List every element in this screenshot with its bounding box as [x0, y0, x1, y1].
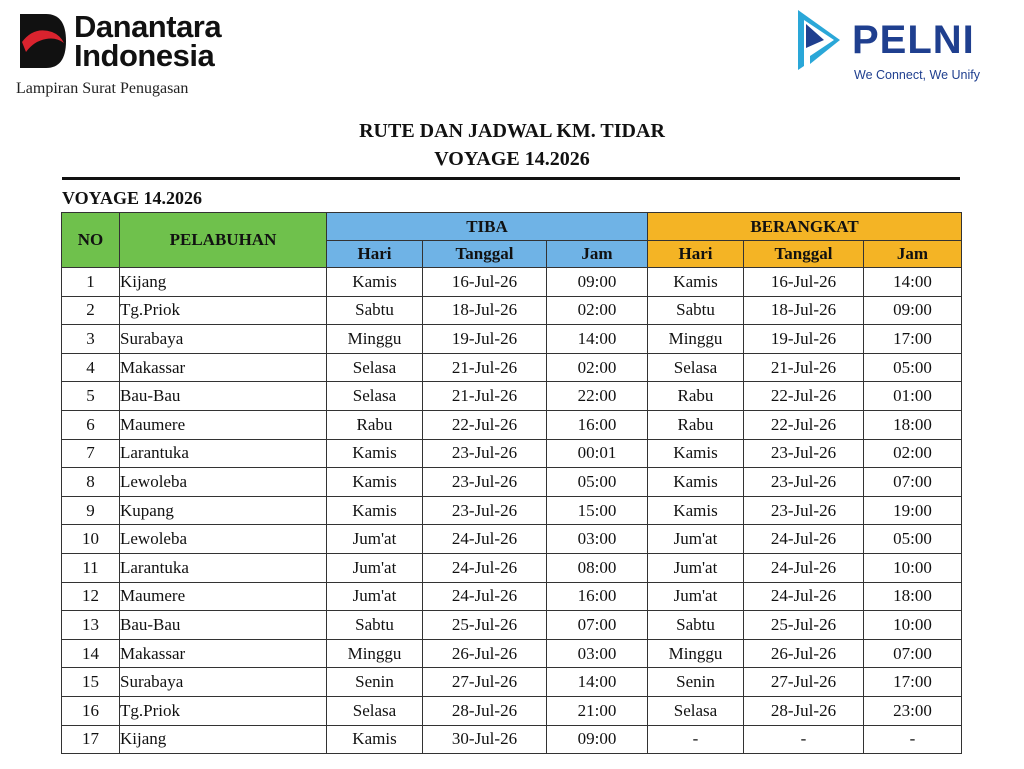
cell-depart-time: -: [864, 725, 962, 754]
cell-port: Makassar: [120, 639, 327, 668]
table-row: [62, 296, 962, 325]
cell-depart-time: 05:00: [864, 353, 962, 382]
cell-depart-time: 07:00: [864, 639, 962, 668]
cell-no: 13: [62, 611, 120, 640]
cell-port: Tg.Priok: [120, 296, 327, 325]
cell-depart-date: 22-Jul-26: [744, 410, 864, 439]
cell-arrive-time: 14:00: [547, 668, 648, 697]
cell-arrive-day: Selasa: [327, 353, 423, 382]
cell-arrive-day: Kamis: [327, 439, 423, 468]
cell-depart-time: 23:00: [864, 696, 962, 725]
table-row: [62, 668, 962, 697]
table-row: [62, 639, 962, 668]
cell-depart-date: 23-Jul-26: [744, 468, 864, 497]
cell-arrive-date: 25-Jul-26: [423, 611, 547, 640]
danantara-name-line2: Indonesia: [74, 38, 215, 73]
cell-arrive-date: 23-Jul-26: [423, 439, 547, 468]
header-depart-time: Jam: [864, 241, 962, 268]
header-no: NO: [62, 213, 120, 268]
cell-depart-time: 05:00: [864, 525, 962, 554]
cell-depart-time: 14:00: [864, 268, 962, 297]
cell-port: Bau-Bau: [120, 611, 327, 640]
table-row: [62, 525, 962, 554]
cell-port: Lewoleba: [120, 468, 327, 497]
table-row: [62, 353, 962, 382]
cell-port: Lewoleba: [120, 525, 327, 554]
cell-arrive-day: Sabtu: [327, 296, 423, 325]
cell-arrive-day: Minggu: [327, 325, 423, 354]
cell-arrive-day: Selasa: [327, 696, 423, 725]
cell-arrive-time: 02:00: [547, 296, 648, 325]
cell-arrive-time: 09:00: [547, 268, 648, 297]
cell-port: Surabaya: [120, 325, 327, 354]
cell-arrive-date: 19-Jul-26: [423, 325, 547, 354]
cell-arrive-time: 05:00: [547, 468, 648, 497]
cell-arrive-time: 07:00: [547, 611, 648, 640]
cell-no: 15: [62, 668, 120, 697]
cell-arrive-time: 02:00: [547, 353, 648, 382]
table-row: [62, 696, 962, 725]
cell-port: Surabaya: [120, 668, 327, 697]
header-arrive-date: Tanggal: [423, 241, 547, 268]
cell-depart-date: -: [744, 725, 864, 754]
cell-depart-date: 19-Jul-26: [744, 325, 864, 354]
cell-depart-date: 28-Jul-26: [744, 696, 864, 725]
cell-no: 4: [62, 353, 120, 382]
cell-no: 9: [62, 496, 120, 525]
cell-port: Kupang: [120, 496, 327, 525]
cell-arrive-day: Kamis: [327, 268, 423, 297]
table-row: [62, 553, 962, 582]
cell-arrive-day: Rabu: [327, 410, 423, 439]
cell-arrive-time: 08:00: [547, 553, 648, 582]
cell-arrive-time: 16:00: [547, 410, 648, 439]
cell-depart-day: Kamis: [648, 268, 744, 297]
cell-depart-date: 26-Jul-26: [744, 639, 864, 668]
cell-port: Maumere: [120, 410, 327, 439]
cell-depart-date: 24-Jul-26: [744, 553, 864, 582]
danantara-logo-icon: [16, 12, 68, 70]
pelni-name: PELNI: [852, 18, 975, 62]
cell-arrive-day: Sabtu: [327, 611, 423, 640]
cell-depart-time: 07:00: [864, 468, 962, 497]
cell-depart-date: 25-Jul-26: [744, 611, 864, 640]
cell-depart-time: 10:00: [864, 611, 962, 640]
cell-arrive-day: Kamis: [327, 725, 423, 754]
header-arrive-time: Jam: [547, 241, 648, 268]
table-row: [62, 496, 962, 525]
cell-depart-day: Jum'at: [648, 582, 744, 611]
pelni-logo-icon: [794, 8, 842, 72]
title-divider: [62, 177, 960, 180]
cell-arrive-day: Jum'at: [327, 553, 423, 582]
cell-arrive-date: 21-Jul-26: [423, 382, 547, 411]
cell-depart-date: 18-Jul-26: [744, 296, 864, 325]
cell-depart-time: 02:00: [864, 439, 962, 468]
cell-depart-date: 24-Jul-26: [744, 525, 864, 554]
cell-depart-time: 18:00: [864, 410, 962, 439]
table-row: [62, 325, 962, 354]
attachment-label: Lampiran Surat Penugasan: [16, 80, 189, 97]
cell-port: Makassar: [120, 353, 327, 382]
pelni-tagline: We Connect, We Unify: [854, 68, 980, 82]
cell-depart-date: 23-Jul-26: [744, 439, 864, 468]
cell-depart-day: Kamis: [648, 468, 744, 497]
table-row: [62, 725, 962, 754]
cell-arrive-date: 23-Jul-26: [423, 496, 547, 525]
document-subtitle: VOYAGE 14.2026: [434, 148, 590, 170]
cell-arrive-date: 28-Jul-26: [423, 696, 547, 725]
cell-arrive-date: 22-Jul-26: [423, 410, 547, 439]
cell-depart-date: 21-Jul-26: [744, 353, 864, 382]
cell-arrive-time: 16:00: [547, 582, 648, 611]
cell-arrive-day: Minggu: [327, 639, 423, 668]
header-port: PELABUHAN: [120, 213, 327, 268]
cell-depart-date: 27-Jul-26: [744, 668, 864, 697]
cell-arrive-time: 14:00: [547, 325, 648, 354]
cell-port: Maumere: [120, 582, 327, 611]
cell-depart-day: Sabtu: [648, 611, 744, 640]
cell-depart-day: Kamis: [648, 439, 744, 468]
cell-arrive-date: 24-Jul-26: [423, 525, 547, 554]
cell-arrive-date: 21-Jul-26: [423, 353, 547, 382]
cell-no: 17: [62, 725, 120, 754]
cell-no: 6: [62, 410, 120, 439]
cell-arrive-time: 09:00: [547, 725, 648, 754]
cell-depart-date: 24-Jul-26: [744, 582, 864, 611]
cell-no: 2: [62, 296, 120, 325]
cell-depart-time: 18:00: [864, 582, 962, 611]
cell-depart-time: 17:00: [864, 668, 962, 697]
voyage-label: VOYAGE 14.2026: [62, 188, 202, 208]
cell-depart-day: Selasa: [648, 696, 744, 725]
cell-arrive-date: 18-Jul-26: [423, 296, 547, 325]
cell-depart-day: Jum'at: [648, 525, 744, 554]
cell-arrive-day: Kamis: [327, 468, 423, 497]
cell-depart-time: 10:00: [864, 553, 962, 582]
cell-arrive-day: Kamis: [327, 496, 423, 525]
cell-no: 8: [62, 468, 120, 497]
cell-depart-day: Minggu: [648, 639, 744, 668]
cell-arrive-time: 22:00: [547, 382, 648, 411]
cell-depart-day: Rabu: [648, 410, 744, 439]
table-row: [62, 582, 962, 611]
cell-no: 5: [62, 382, 120, 411]
cell-arrive-time: 21:00: [547, 696, 648, 725]
cell-no: 3: [62, 325, 120, 354]
cell-depart-day: Rabu: [648, 382, 744, 411]
cell-no: 10: [62, 525, 120, 554]
cell-arrive-day: Senin: [327, 668, 423, 697]
cell-port: Kijang: [120, 725, 327, 754]
table-row: [62, 611, 962, 640]
cell-arrive-day: Jum'at: [327, 525, 423, 554]
cell-arrive-day: Jum'at: [327, 582, 423, 611]
header-arrive-day: Hari: [327, 241, 423, 268]
cell-no: 7: [62, 439, 120, 468]
cell-depart-day: Selasa: [648, 353, 744, 382]
cell-depart-time: 01:00: [864, 382, 962, 411]
danantara-name-line1: Danantara: [74, 9, 222, 44]
cell-arrive-time: 00:01: [547, 439, 648, 468]
cell-port: Tg.Priok: [120, 696, 327, 725]
cell-depart-day: Sabtu: [648, 296, 744, 325]
cell-arrive-time: 15:00: [547, 496, 648, 525]
cell-depart-day: -: [648, 725, 744, 754]
cell-depart-date: 16-Jul-26: [744, 268, 864, 297]
cell-depart-time: 17:00: [864, 325, 962, 354]
cell-arrive-date: 24-Jul-26: [423, 582, 547, 611]
cell-depart-date: 23-Jul-26: [744, 496, 864, 525]
cell-port: Kijang: [120, 268, 327, 297]
cell-depart-day: Minggu: [648, 325, 744, 354]
cell-arrive-time: 03:00: [547, 525, 648, 554]
table-row: [62, 382, 962, 411]
header-depart-date: Tanggal: [744, 241, 864, 268]
cell-arrive-date: 24-Jul-26: [423, 553, 547, 582]
cell-arrive-date: 23-Jul-26: [423, 468, 547, 497]
cell-port: Bau-Bau: [120, 382, 327, 411]
cell-depart-day: Senin: [648, 668, 744, 697]
cell-arrive-date: 26-Jul-26: [423, 639, 547, 668]
table-row: [62, 439, 962, 468]
header-arrive: TIBA: [327, 213, 648, 241]
pelni-logo: [794, 8, 1004, 90]
cell-arrive-date: 30-Jul-26: [423, 725, 547, 754]
cell-depart-time: 09:00: [864, 296, 962, 325]
cell-no: 16: [62, 696, 120, 725]
table-row: [62, 468, 962, 497]
cell-no: 1: [62, 268, 120, 297]
schedule-table: [61, 212, 962, 754]
cell-depart-time: 19:00: [864, 496, 962, 525]
cell-depart-date: 22-Jul-26: [744, 382, 864, 411]
cell-arrive-date: 27-Jul-26: [423, 668, 547, 697]
cell-no: 12: [62, 582, 120, 611]
table-row: [62, 268, 962, 297]
header-depart-day: Hari: [648, 241, 744, 268]
cell-arrive-time: 03:00: [547, 639, 648, 668]
cell-depart-day: Kamis: [648, 496, 744, 525]
cell-no: 14: [62, 639, 120, 668]
cell-arrive-day: Selasa: [327, 382, 423, 411]
cell-arrive-date: 16-Jul-26: [423, 268, 547, 297]
cell-port: Larantuka: [120, 439, 327, 468]
cell-port: Larantuka: [120, 553, 327, 582]
table-row: [62, 410, 962, 439]
cell-no: 11: [62, 553, 120, 582]
document-title: RUTE DAN JADWAL KM. TIDAR: [359, 120, 665, 142]
cell-depart-day: Jum'at: [648, 553, 744, 582]
header-depart: BERANGKAT: [648, 213, 962, 241]
